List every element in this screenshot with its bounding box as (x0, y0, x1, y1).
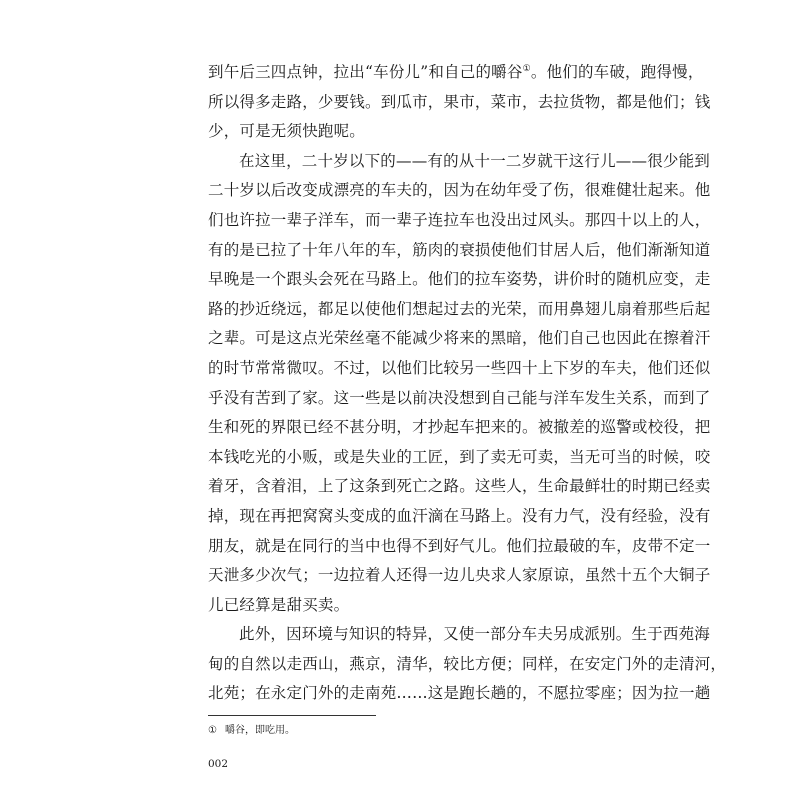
text-segment: 到午后三四点钟，拉出“车份儿”和自己的嚼谷 (208, 63, 523, 81)
text-line: 此外，因环境与知识的特异，又使一部分车夫另成派别。生于西苑海 (239, 625, 711, 644)
text-line: 二十岁以后改变成漂亮的车夫的，因为在幼年受了伤，很难健壮起来。他 (208, 181, 711, 200)
text-segment: 。他们的车破，跑得慢， (530, 63, 704, 81)
text-line: 朋友，就是在同行的当中也得不到好气儿。他们拉最破的车，皮带不定一 (208, 536, 711, 555)
text-line: 北苑；在永定门外的走南苑……这是跑长趟的，不愿拉零座；因为拉一趟 (208, 684, 711, 703)
text-line: 生和死的界限已经不甚分明，才抄起车把来的。被撤差的巡警或校役，把 (208, 418, 711, 437)
text-line: 早晚是一个跟头会死在马路上。他们的拉车姿势，讲价时的随机应变，走 (208, 270, 711, 289)
text-line: 儿已经算是甜买卖。 (208, 595, 350, 614)
footnote-mark: ① (208, 725, 217, 736)
text-line: 少，可是无须快跑呢。 (208, 122, 366, 141)
text-line: 有的是已拉了十年八年的车，筋肉的衰损使他们甘居人后，他们渐渐知道 (208, 240, 711, 259)
footnote (208, 724, 295, 738)
body-text (208, 58, 727, 709)
text-line: 着牙，含着泪，上了这条到死亡之路。这些人，生命最鲜壮的时期已经卖 (208, 477, 711, 496)
text-line: 之辈。可是这点光荣丝毫不能减少将来的黑暗，他们自己也因此在擦着汗 (208, 329, 711, 348)
text-line: 掉，现在再把窝窝头变成的血汗滴在马路上。没有力气，没有经验，没有 (208, 506, 711, 525)
text-line: 乎没有苦到了家。这一些是以前决没想到自己能与洋车发生关系，而到了 (208, 388, 711, 407)
footnote-reference: ① (522, 63, 531, 74)
page-number: 002 (208, 758, 229, 770)
text-line: 在这里，二十岁以下的——有的从十一二岁就干这行儿——很少能到 (239, 151, 711, 170)
text-line: 本钱吃光的小贩，或是失业的工匠，到了卖无可卖，当无可当的时候，咬 (208, 447, 711, 466)
footnote-text: 嚼谷，即吃用。 (224, 725, 295, 736)
text-line (208, 58, 704, 88)
text-line: 的时节常常微叹。不过，以他们比较另一些四十上下岁的车夫，他们还似 (208, 358, 711, 377)
text-line: 路的抄近绕远，都足以使他们想起过去的光荣，而用鼻翅儿扇着那些后起 (208, 299, 711, 318)
text-line: 天泄多少次气；一边拉着人还得一边儿央求人家原谅，虽然十五个大铜子 (208, 566, 711, 585)
text-line: 所以得多走路，少要钱。到瓜市，果市，菜市，去拉货物，都是他们；钱 (208, 92, 711, 111)
text-line: 甸的自然以走西山，燕京，清华，较比方便；同样，在安定门外的走清河， (208, 654, 727, 673)
text-line: 们也许拉一辈子洋车，而一辈子连拉车也没出过风头。那四十以上的人， (208, 210, 711, 229)
footnote-divider (208, 715, 376, 716)
